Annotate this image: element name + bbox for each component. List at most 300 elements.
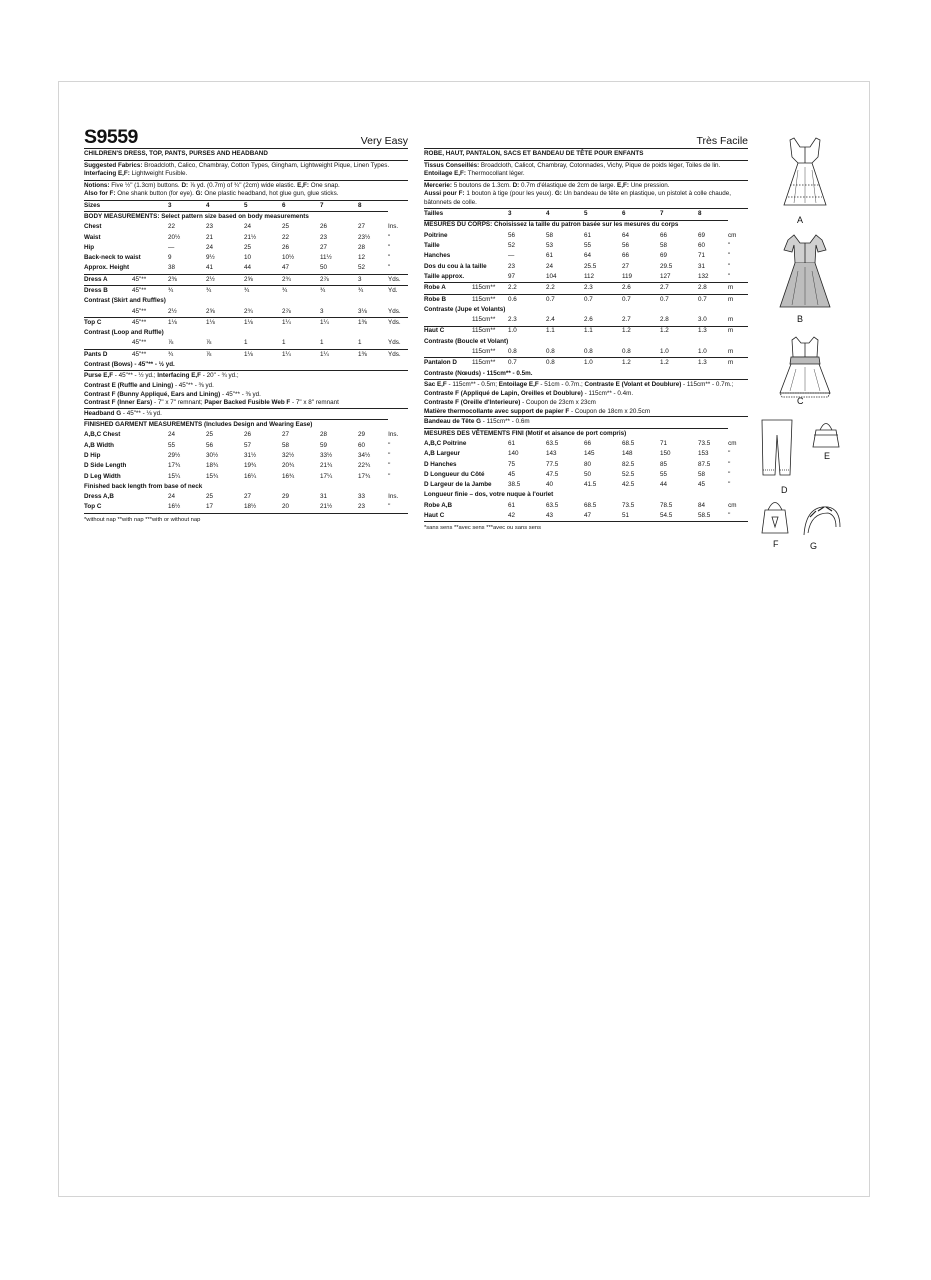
size-value: 22¾ <box>358 462 371 470</box>
yardage-value: 1¼ <box>282 349 320 360</box>
size-value: 85 <box>660 460 668 468</box>
finished-row <box>424 480 748 490</box>
size-header: 7 <box>660 210 664 218</box>
contrast-loop-label-text: Contraste (Boucle et Volant) <box>424 337 509 345</box>
size-value: 12 <box>358 254 366 262</box>
size-value: 28 <box>358 243 366 251</box>
yardage-value: 0.7 <box>584 294 622 305</box>
yardage-value: 0.8 <box>622 348 631 356</box>
unit: Ins. <box>388 493 399 501</box>
size-value: 59 <box>320 441 328 449</box>
yardage-value: 1.2 <box>660 326 698 337</box>
size-header: 3 <box>168 201 172 209</box>
yardage-value: 2⅝ <box>206 307 215 315</box>
size-value: 21½ <box>320 503 333 511</box>
unit: m <box>728 294 748 305</box>
size-value: 57 <box>244 441 252 449</box>
size-value: 143 <box>546 450 557 458</box>
yardage-value: ¾ <box>244 286 282 297</box>
size-value: 47 <box>584 512 592 520</box>
size-value: 24 <box>168 431 176 439</box>
size-header: 4 <box>546 210 550 218</box>
unit: " <box>388 503 391 511</box>
yardage-value: 0.7 <box>660 294 698 305</box>
size-value: 23 <box>320 233 328 241</box>
row-label: Dress A,B <box>84 493 114 501</box>
yardage-value: 2.2 <box>546 283 584 294</box>
unit: m <box>728 326 748 337</box>
yardage-value: 1.2 <box>622 326 660 337</box>
yardage-value: 1.1 <box>546 326 584 337</box>
size-value: 42 <box>508 512 516 520</box>
size-header: 8 <box>358 201 362 209</box>
figure-label-f: F <box>773 539 779 549</box>
yardage-value: 2⅜ <box>168 274 206 285</box>
row-label: Dress B <box>84 286 132 297</box>
yardage-value: 2⅝ <box>244 274 282 285</box>
contrast-skirt-label <box>84 296 408 306</box>
size-value: 20½ <box>168 233 181 241</box>
row-label: Taille approx. <box>424 272 465 280</box>
yardage-value: ⅞ <box>206 349 244 360</box>
back-length-text: Finished back length from base of neck <box>84 482 203 490</box>
size-value: 97 <box>508 272 516 280</box>
size-value: 15¾ <box>206 472 219 480</box>
size-header: 3 <box>508 210 512 218</box>
fabric-width: 115cm** <box>472 294 508 305</box>
body-measurements-header-text: BODY MEASUREMENTS: Select pattern size based on body measurements <box>84 212 388 223</box>
yardage-value: 1¼ <box>320 349 358 360</box>
yardage-value: 0.7 <box>698 294 728 305</box>
size-value: 63.5 <box>546 501 559 509</box>
yardage-value: 2½ <box>168 307 177 315</box>
contrast-skirt-label <box>424 305 748 315</box>
finished-row <box>424 449 748 459</box>
size-value: 31 <box>698 262 706 270</box>
row-label <box>424 315 472 326</box>
yardage-value: 2.4 <box>546 316 555 324</box>
yardage-value: 1 <box>320 339 324 347</box>
yardage-value: ¾ <box>358 286 388 297</box>
row-label: D Hanches <box>424 460 457 468</box>
yardage-value: 0.8 <box>546 358 584 369</box>
yardage-value: 2¾ <box>282 274 320 285</box>
size-value: 38 <box>168 264 176 272</box>
unit: Yds. <box>388 339 401 347</box>
dress-b-row <box>424 294 748 305</box>
size-header: 6 <box>622 210 626 218</box>
finished-row <box>424 511 748 521</box>
yardage-value: 0.7 <box>546 294 584 305</box>
row-label: D Largeur de la Jambe <box>424 481 492 489</box>
size-value: 50 <box>320 264 328 272</box>
fabric-width: 45"** <box>132 318 168 329</box>
row-label: Robe A <box>424 283 472 294</box>
yardage-value: 1.0 <box>698 348 707 356</box>
size-header: 5 <box>244 201 248 209</box>
size-value: 27 <box>244 493 252 501</box>
fabric-width: 45"** <box>132 349 168 360</box>
body-row <box>84 233 408 243</box>
size-value: 29½ <box>168 452 181 459</box>
contrast-e-line: Contrast E (Ruffle and Lining) - 45"** - ⅜ yd. <box>84 382 214 390</box>
contrast-bows <box>424 369 748 379</box>
size-value: 104 <box>546 272 557 280</box>
size-value: 75 <box>508 460 516 468</box>
finished-row <box>84 461 408 471</box>
unit: " <box>728 470 731 478</box>
row-label: Approx. Height <box>84 264 130 272</box>
size-value: 41.5 <box>584 481 597 489</box>
garment-illustrations <box>760 135 850 555</box>
yardage-value: 2.8 <box>698 283 728 294</box>
figure-label-c: C <box>797 396 804 406</box>
size-value: 33 <box>358 493 366 501</box>
yardage-value: 1.0 <box>584 358 622 369</box>
yardage-value: 2.3 <box>584 283 622 294</box>
unit: " <box>388 233 391 241</box>
french-column <box>424 125 748 533</box>
yardage-value: 1⅛ <box>244 349 282 360</box>
size-value: 26 <box>244 431 252 439</box>
size-value: 21¾ <box>320 462 333 470</box>
row-label: Haut C <box>424 512 445 520</box>
size-value: 25.5 <box>584 262 597 270</box>
size-value: 27 <box>282 431 290 439</box>
size-value: 28 <box>320 431 328 439</box>
yardage-value: 2.3 <box>508 316 517 324</box>
pants-d-row <box>424 358 748 369</box>
size-value: 60 <box>358 441 366 449</box>
english-column <box>84 125 408 524</box>
size-value: 44 <box>660 481 668 489</box>
yardage-value: 1⅜ <box>358 349 388 360</box>
size-value: 58 <box>660 242 668 250</box>
unit: Yds. <box>388 349 408 360</box>
size-value: 55 <box>584 242 592 250</box>
size-value: 29 <box>282 493 290 501</box>
size-value: 10½ <box>282 254 295 262</box>
yardage-value: 1⅛ <box>168 318 206 329</box>
size-value: 19¾ <box>244 462 257 470</box>
size-value: 16¾ <box>282 472 295 480</box>
size-value: 25 <box>206 431 214 439</box>
finished-row <box>84 472 408 482</box>
size-value: 64 <box>584 252 592 260</box>
body-measurements-header <box>424 220 748 231</box>
figure-label-g: G <box>810 541 818 551</box>
size-value: 61 <box>546 252 554 260</box>
size-value: 15¼ <box>168 472 181 480</box>
unit: Yds. <box>388 274 408 285</box>
unit: Yds. <box>388 318 408 329</box>
english-title: CHILDREN'S DRESS, TOP, PANTS, PURSES AND HEADBAND <box>84 150 268 157</box>
size-value: 56 <box>622 242 630 250</box>
finished-row <box>424 460 748 470</box>
row-label: Hanches <box>424 252 451 260</box>
top-c-row <box>424 326 748 337</box>
contrast-bows-text: Contrast (Bows) - 45"** - ½ yd. <box>84 361 175 369</box>
size-value: 9½ <box>206 254 215 262</box>
fabric-width: 115cm** <box>472 316 496 324</box>
fabric-width: 45"** <box>132 274 168 285</box>
size-header: 6 <box>282 201 286 209</box>
body-row <box>84 243 408 253</box>
size-value: 56 <box>206 441 214 449</box>
size-value: 73.5 <box>622 501 635 509</box>
body-row <box>424 262 748 272</box>
size-value: 45 <box>698 481 706 489</box>
finished-row <box>84 441 408 451</box>
size-value: 132 <box>698 272 709 280</box>
pants-d-row <box>84 349 408 360</box>
finished-row <box>84 431 408 441</box>
size-value: 17¾ <box>168 462 181 470</box>
yardage-value: 1.0 <box>508 326 546 337</box>
size-value: 11½ <box>320 254 332 262</box>
size-value: 53 <box>546 242 554 250</box>
size-value: 66 <box>584 439 592 447</box>
size-value: 23 <box>508 262 516 270</box>
row-label: D Longueur du Côté <box>424 470 485 478</box>
fabric-width: 45"** <box>132 307 147 315</box>
body-row <box>424 272 748 283</box>
size-value: 112 <box>584 272 595 280</box>
size-value: 68.5 <box>584 501 597 509</box>
size-value: 50 <box>584 470 592 478</box>
yardage-value: ¾ <box>206 286 244 297</box>
size-value: 16¼ <box>244 472 257 480</box>
yardage-value: 3 <box>320 307 324 315</box>
contrast-f-line: Contrast F (Bunny Appliqué, Ears and Lining) - 45"** - ⅜ yd. <box>84 390 261 398</box>
yardage-value: 2.6 <box>622 283 660 294</box>
contrast-f-inner-line: Contrast F (Inner Ears) - 7" x 7" remnant; Paper Backed Fusible Web F - 7" x 8" remnant <box>84 399 339 407</box>
row-label: A,B,C Poitrine <box>424 439 467 447</box>
yardage-value: 3.0 <box>698 316 707 324</box>
finished-header-text: FINISHED GARMENT MEASUREMENTS (Includes Design and Wearing Ease) <box>84 420 388 431</box>
yardage-value: 1.0 <box>660 348 669 356</box>
fabric-width: 115cm** <box>472 358 508 369</box>
size-value: 32½ <box>282 452 295 459</box>
size-value: 27 <box>320 243 328 251</box>
size-value: 26 <box>282 243 290 251</box>
size-value: 23 <box>358 503 366 511</box>
fabric-width: 45"** <box>132 339 147 347</box>
yardage-value: 2½ <box>206 274 244 285</box>
back-length-label <box>84 482 408 492</box>
unit: Yds. <box>388 307 401 315</box>
yardage-value: ⅞ <box>168 339 174 347</box>
headband-line: Headband G - 45"** - ⅛ yd. <box>84 408 408 420</box>
figure-label-b: B <box>797 314 804 324</box>
size-value: 24 <box>168 493 176 501</box>
dress-a-illustration <box>784 138 826 205</box>
size-value: 20¾ <box>282 462 295 470</box>
finished-header-text: MESURES DES VÊTEMENTS FINI (Motif et aisance de port compris) <box>424 428 728 439</box>
size-value: 58.5 <box>698 512 711 520</box>
size-value: 29.5 <box>660 262 673 270</box>
unit: cm <box>728 231 737 239</box>
size-value: 31½ <box>244 452 257 459</box>
yardage-value: 0.7 <box>508 358 546 369</box>
row-label: D Leg Width <box>84 472 121 480</box>
size-value: 52 <box>508 242 516 250</box>
size-chart-table <box>84 201 408 371</box>
finished-measurements-table <box>424 428 748 522</box>
row-label: Taille <box>424 242 440 250</box>
size-value: 22 <box>282 233 290 241</box>
size-header: 4 <box>206 201 210 209</box>
row-label: A,B Width <box>84 441 115 449</box>
figure-label-a: A <box>797 215 804 225</box>
size-value: 153 <box>698 450 709 458</box>
unit: m <box>728 316 734 324</box>
size-value: 52.5 <box>622 470 635 478</box>
row-label: A,B,C Chest <box>84 431 121 439</box>
contrast-bows-text: Contraste (Nœuds) - 115cm** - 0.5m. <box>424 369 533 377</box>
unit: " <box>388 452 391 459</box>
yardage-value: 0.6 <box>508 294 546 305</box>
suggested-fabrics-fr: Tissus Conseillés: Broadcloth, Calicot, Chambray, Cotonnades, Vichy, Pique de poids léger, Toiles de lin. Entoilage E,F: Thermocollant léger. <box>424 160 748 180</box>
body-row <box>84 264 408 275</box>
difficulty-label-fr: Très Facile <box>696 135 748 147</box>
back-length-text: Longueur finie – dos, votre nuque à l'ourlet <box>424 491 554 499</box>
top-c-illustration <box>780 337 830 397</box>
top-c-row <box>84 318 408 329</box>
sizes-label: Tailles <box>424 210 444 218</box>
size-value: 71 <box>698 252 706 260</box>
fabric-width: 45"** <box>132 286 168 297</box>
size-value: — <box>508 252 515 260</box>
size-value: 84 <box>698 501 706 509</box>
size-value: 41 <box>206 264 214 272</box>
size-value: 80 <box>584 460 592 468</box>
size-value: 23 <box>206 223 214 231</box>
contrast-skirt-row <box>84 307 408 318</box>
finished-header <box>424 428 748 439</box>
unit: " <box>728 242 731 250</box>
size-value: 78.5 <box>660 501 673 509</box>
finished-row <box>424 501 748 511</box>
contrast-loop-label <box>424 337 748 347</box>
size-value: 17¾ <box>358 472 371 480</box>
size-value: 52 <box>358 264 366 272</box>
size-value: 24 <box>206 243 214 251</box>
size-value: 18½ <box>244 503 257 511</box>
size-value: 30½ <box>206 452 219 459</box>
size-value: — <box>168 243 175 251</box>
yardage-value: 1⅛ <box>206 318 244 329</box>
figure-label-e: E <box>824 451 831 461</box>
yardage-value: 3⅛ <box>358 307 367 315</box>
size-value: 145 <box>584 450 595 458</box>
body-row <box>424 241 748 251</box>
size-value: 58 <box>546 231 554 239</box>
unit: Ins. <box>388 223 399 231</box>
yardage-value: 2.2 <box>508 283 546 294</box>
yardage-value: 1.3 <box>698 358 728 369</box>
size-value: 60 <box>698 242 706 250</box>
suggested-fabrics: Suggested Fabrics: Broadcloth, Calico, Chambray, Cotton Types, Gingham, Lightweight Pique, Linen Types. Interfacing E,F: Lightweight Fusible. <box>84 160 408 180</box>
yardage-value: 1⅜ <box>358 318 388 329</box>
unit: " <box>728 272 731 280</box>
purse-line: Sac E,F - 115cm** - 0.5m; Entoilage E,F - 51cm - 0.7m.; Contraste E (Volant et Doublure) - 115cm** - 0.7m.; Contraste F (Appliqué de Lapin, Oreilles et Doublure) - 115cm** - 0.4m. <box>424 379 748 399</box>
size-value: 82.5 <box>622 460 635 468</box>
size-value: 21 <box>206 233 214 241</box>
footnote: *without nap **with nap ***with or without nap <box>84 513 408 525</box>
contrast-skirt-label-text: Contraste (Jupe et Volants) <box>424 305 506 313</box>
size-value: 26 <box>320 223 328 231</box>
yardage-value: 1 <box>358 339 362 347</box>
dress-a-row <box>84 274 408 285</box>
row-label: Top C <box>84 503 102 511</box>
contrast-skirt-row <box>424 315 748 326</box>
pattern-number: S9559 <box>84 126 138 148</box>
size-value: 71 <box>660 439 668 447</box>
size-value: 150 <box>660 450 671 458</box>
size-value: 29 <box>358 431 366 439</box>
paper-line: Matière thermocollante avec support de papier F - Coupon de 18cm x 20.5cm <box>424 407 651 415</box>
row-label: Pantalon D <box>424 358 472 369</box>
contrast-loop-label-text: Contrast (Loop and Ruffle) <box>84 329 164 337</box>
row-label: Pants D <box>84 349 132 360</box>
size-value: 25 <box>244 243 252 251</box>
pants-d-illustration <box>762 420 792 475</box>
row-label <box>84 339 132 350</box>
size-value: 18¾ <box>206 462 219 470</box>
yardage-value: 1.1 <box>584 326 622 337</box>
size-value: 87.5 <box>698 460 711 468</box>
yardage-value: 0.8 <box>508 348 517 356</box>
unit: " <box>728 460 731 468</box>
size-value: 38.5 <box>508 481 521 489</box>
size-value: 148 <box>622 450 633 458</box>
yardage-value: ¾ <box>282 286 320 297</box>
unit: " <box>388 254 391 262</box>
headband-g-illustration <box>804 507 840 535</box>
size-value: 69 <box>698 231 706 239</box>
fabric-width: 115cm** <box>472 283 508 294</box>
unit: Ins. <box>388 431 399 439</box>
back-length-label <box>424 491 748 501</box>
sizes-label: Sizes <box>84 201 101 209</box>
yardage-value: 1.3 <box>698 326 728 337</box>
size-value: 56 <box>508 231 516 239</box>
body-row <box>84 253 408 263</box>
french-title: ROBE, HAUT, PANTALON, SACS ET BANDEAU DE TÊTE POUR ENFANTS <box>424 150 644 157</box>
finished-row <box>424 470 748 480</box>
yardage-value: 1¼ <box>282 318 320 329</box>
body-row <box>424 251 748 261</box>
size-value: 25 <box>206 493 214 501</box>
yardage-value: 2.7 <box>622 316 631 324</box>
unit: " <box>388 243 391 251</box>
size-value: 24 <box>546 262 554 270</box>
size-value: 45 <box>508 470 516 478</box>
row-label: Robe B <box>424 294 472 305</box>
yardage-value: 2.6 <box>584 316 593 324</box>
yardage-value: 1 <box>282 339 286 347</box>
unit: " <box>728 262 731 270</box>
size-chart-table <box>424 209 748 379</box>
row-label: Dress A <box>84 274 132 285</box>
size-value: 63.5 <box>546 439 559 447</box>
size-value: 51 <box>622 512 630 520</box>
size-value: 42.5 <box>622 481 635 489</box>
unit: m <box>728 348 734 356</box>
row-label: A,B Largeur <box>424 450 461 458</box>
yardage-value: 2⅞ <box>320 274 358 285</box>
